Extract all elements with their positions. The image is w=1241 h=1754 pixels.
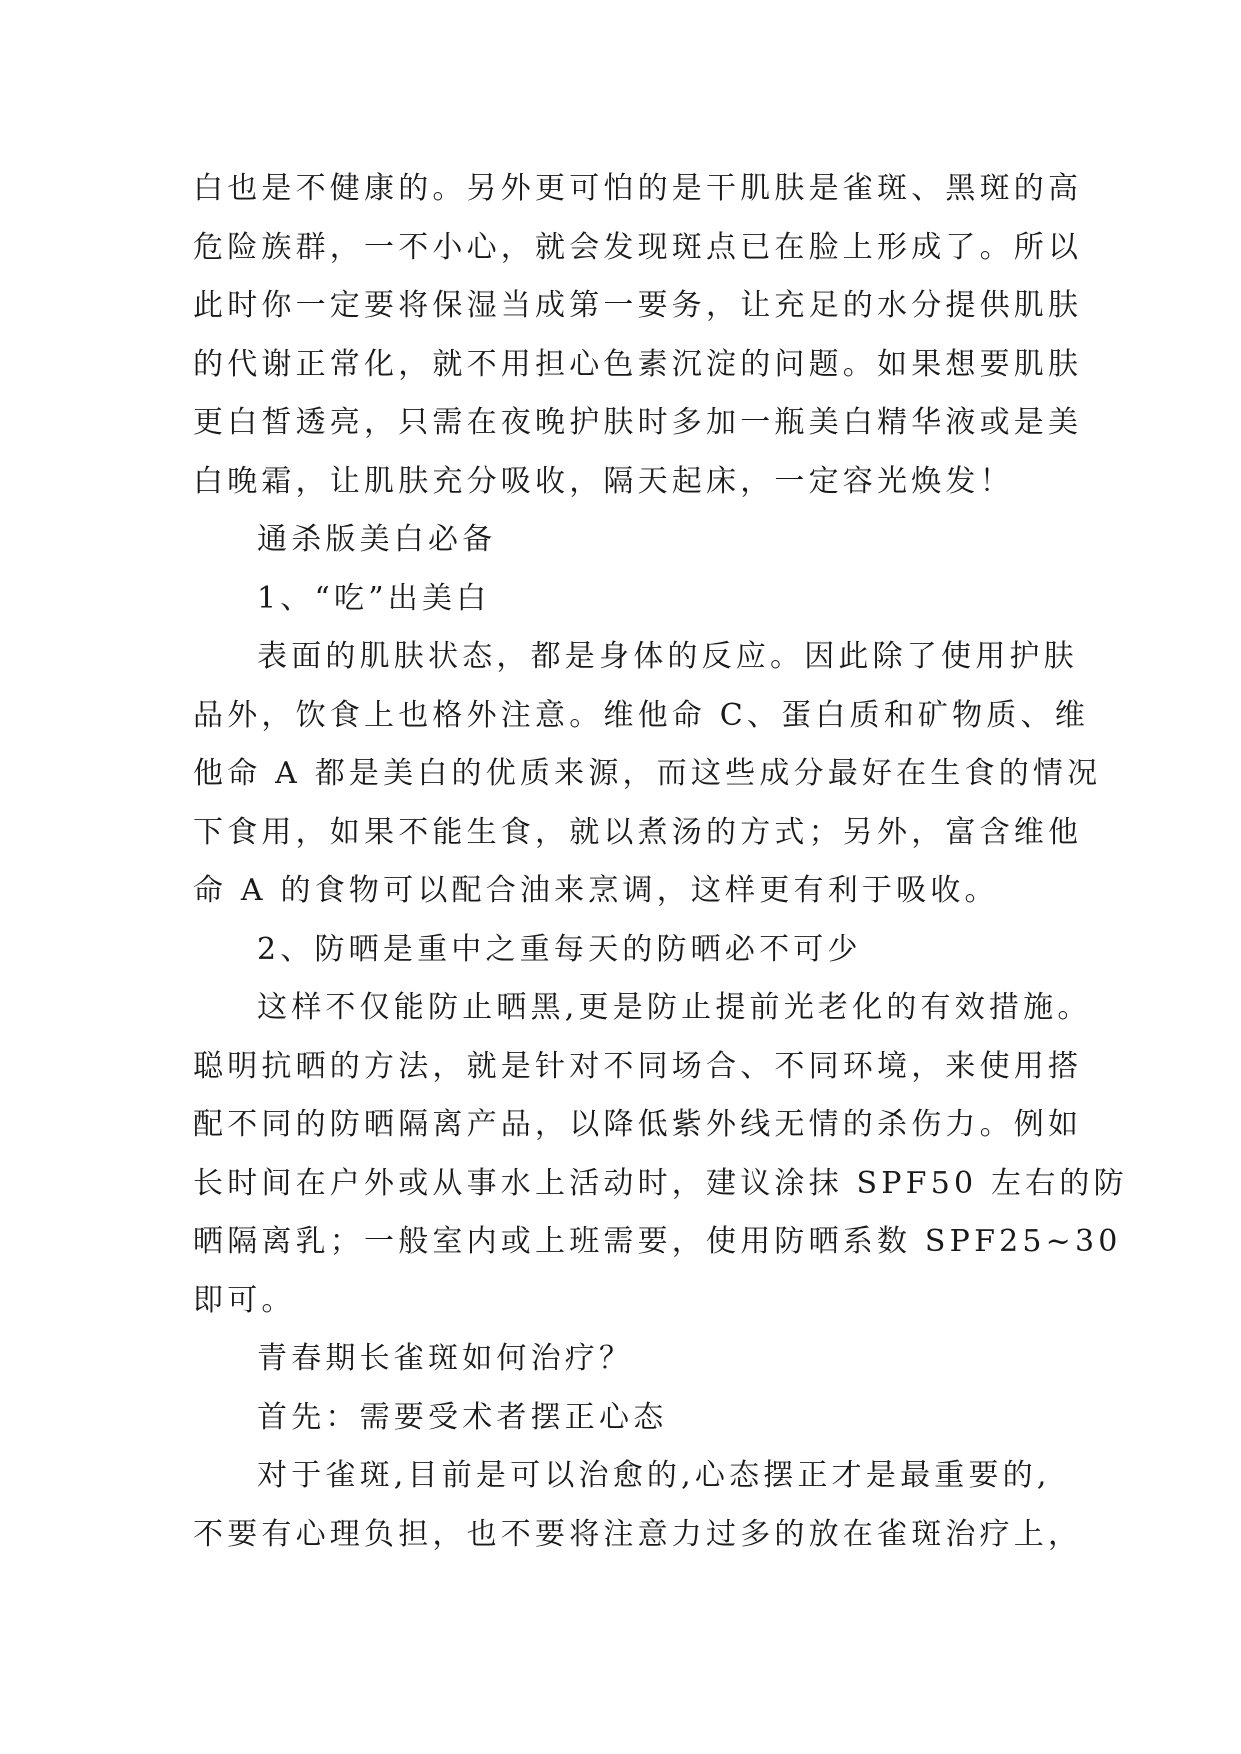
text-line: 晒隔离乳；一般室内或上班需要，使用防晒系数 SPF25~30: [193, 1224, 1122, 1259]
text-line: 命 A 的食物可以配合油来烹调，这样更有利于吸收。: [193, 873, 999, 908]
text-line: 配不同的防晒隔离产品，以降低紫外线无情的杀伤力。例如: [193, 1107, 1083, 1142]
text-line: 对于雀斑,目前是可以治愈的,心态摆正才是最重要的,: [257, 1458, 1051, 1493]
text-line: 更白皙透亮，只需在夜晚护肤时多加一瓶美白精华液或是美: [193, 405, 1083, 440]
text-line: 1、“吃”出美白: [257, 580, 491, 616]
text-line: 通杀版美白必备: [257, 522, 497, 557]
text-line: 下食用，如果不能生食，就以煮汤的方式；另外，富含维他: [193, 814, 1083, 850]
text-line: 首先：需要受术者摆正心态: [257, 1399, 668, 1435]
text-line: 不要有心理负担，也不要将注意力过多的放在雀斑治疗上，: [193, 1516, 1083, 1552]
text-line: 品外，饮食上也格外注意。维他命 C、蛋白质和矿物质、维: [193, 697, 1089, 733]
text-line: 他命 A 都是美白的优质来源，而这些成分最好在生食的情况: [193, 756, 1102, 791]
text-line: 聪明抗晒的方法，就是针对不同场合、不同环境，来使用搭: [193, 1048, 1083, 1084]
text-line: 表面的肌肤状态，都是身体的反应。因此除了使用护肤: [257, 639, 1078, 674]
text-line: 长时间在户外或从事水上活动时，建议涂抹 SPF50 左右的防: [193, 1165, 1128, 1201]
text-line: 的代谢正常化，就不用担心色素沉淀的问题。如果想要肌肤: [193, 346, 1083, 382]
body-text: [193, 160, 1128, 1564]
text-line: 2、防晒是重中之重每天的防晒必不可少: [257, 931, 862, 967]
text-line: 此时你一定要将保湿当成第一要务，让充足的水分提供肌肤: [193, 288, 1083, 323]
text-line: 这样不仅能防止晒黑,更是防止提前光老化的有效措施。: [257, 990, 1092, 1025]
text-line: 白也是不健康的。另外更可怕的是干肌肤是雀斑、黑斑的高: [193, 171, 1083, 206]
text-line: 即可。: [193, 1282, 296, 1318]
text-line: 白晚霜，让肌肤充分吸收，隔天起床，一定容光焕发！: [193, 463, 1014, 499]
text-line: 危险族群，一不小心，就会发现斑点已在脸上形成了。所以: [193, 229, 1083, 265]
text-line: 青春期长雀斑如何治疗？: [257, 1341, 634, 1376]
